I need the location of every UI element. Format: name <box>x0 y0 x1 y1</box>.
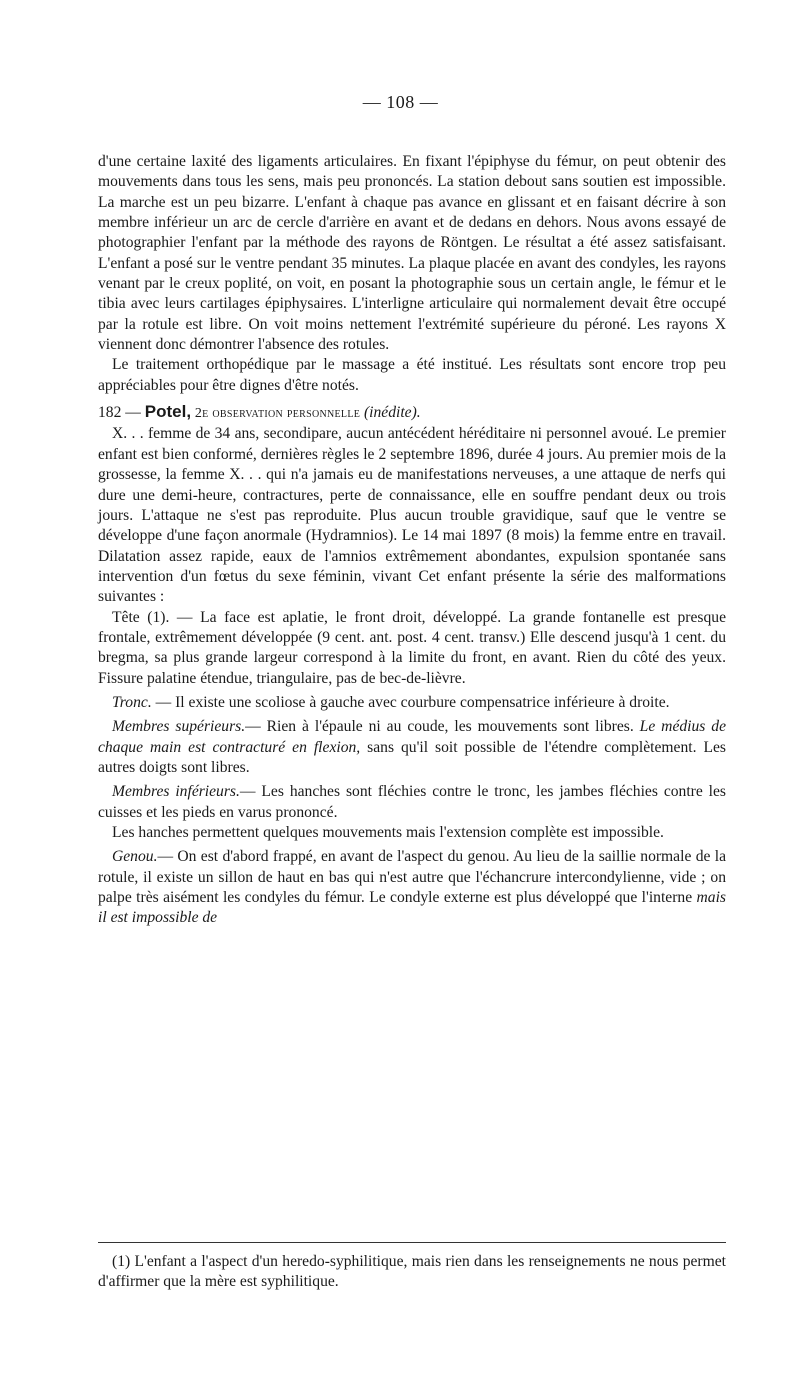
footnote-divider <box>98 1242 726 1243</box>
paragraph-head: Tête (1). — La face est aplatie, le front droit, développé. La grande fontanelle est presque frontale, extrêmement développée (9 cent. ant. post. 4 cent. transv.) Elle descend jusqu'à 1 cent. du bregma, sa plus grande largeur correspond à la limite du front, en avant. Rien du côté des yeux. Fissure palatine étendue, triangulaire, pas de bec-de-lièvre. <box>98 608 726 687</box>
observation-number: 182 — <box>98 404 145 422</box>
observation-unpublished: (inédite). <box>363 404 421 422</box>
page-number: — 108 — <box>362 92 439 112</box>
observation-author: Potel, <box>144 402 192 422</box>
paragraph-knee: Genou.— On est d'abord frappé, en avant de l'aspect du genou. Au lieu de la saillie normale de la rotule, il existe un sillon de haut en bas qui n'est autre que l'échancrure intercondylienne, vide ; on palpe très aisément les condyles du fémur. Le condyle externe est plus développé que l'interne mais il est impossible de <box>98 848 726 927</box>
main-text <box>98 152 726 929</box>
footnote <box>98 1252 726 1292</box>
trunk-label: Tronc. <box>112 693 152 711</box>
observation-heading <box>98 402 726 424</box>
paragraph-case-history: X. . . femme de 34 ans, secondipare, aucun antécédent héréditaire ni personnel avoué. Le premier enfant est bien conformé, dernières règles le 2 septembre 1896, durée 4 jours. Au premier mois de la grossesse, la femme X. . . qui n'a jamais eu de manifestations nerveuses, a une attaque de nerfs qui dure une demi-heure, contractures, perte de connaissance, elle en souffre pendant deux ou trois jours. L'attaque ne s'est pas reproduite. Plus aucun trouble gravidique, sauf que le ventre se développe d'une façon anormale (Hydramnios). Le 14 mai 1897 (8 mois) la femme entre en travail. Dilatation assez rapide, eaux de l'amnios extrêmement abondantes, expulsion spontanée sans intervention d'un fœtus du sexe féminin, vivant Cet enfant présente la série des malformations suivantes : <box>98 425 726 606</box>
paragraph-trunk: Tronc. — Il existe une scoliose à gauche avec courbure compensatrice inférieure à droite. <box>112 693 670 711</box>
paragraph-hips: Les hanches permettent quelques mouvements mais l'extension complète est impossible. <box>112 824 664 841</box>
footnote-text: (1) L'enfant a l'aspect d'un heredo-syphilitique, mais rien dans les renseignements ne nous permet d'affirmer que la mère est syphilitique. <box>98 1253 726 1290</box>
lower-limbs-label: Membres inférieurs. <box>112 783 240 801</box>
paragraph-lower-limbs: Membres inférieurs.— Les hanches sont fléchies contre le tronc, les jambes fléchies contre les cuisses et les pieds en varus prononcé. <box>98 783 727 821</box>
paragraph-continuation: d'une certaine laxité des ligaments articulaires. En fixant l'épiphyse du fémur, on peut obtenir des mouvements dans tous les sens, mais peu prononcés. La station debout sans soutien est impossible. La marche est un peu bizarre. L'enfant à chaque pas avance en glissant et en faisant décrire à son membre inférieur un arc de cercle d'arrière en avant et de dedans en dehors. Nous avons essayé de photographier l'enfant par la méthode des rayons de Röntgen. Le résultat a été assez satisfaisant. L'enfant a posé sur le ventre pendant 35 minutes. La plaque placée en avant des condyles, les rayons venant par le creux poplité, on voit, en posant la photographie sous un certain angle, le fémur et le tibia avec leurs cartilages épiphysaires. L'interligne articulaire qui normalement devait être occupé par la rotule est libre. On voit moins nettement l'extrémité supérieure du péroné. Les rayons X viennent donc démontrer l'absence des rotules. <box>98 153 726 354</box>
paragraph-upper-limbs: Membres supérieurs.— Rien à l'épaule ni au coude, les mouvements sont libres. Le médius de chaque main est contracturé en flexion, sans qu'il soit possible de l'étendre complètement. Les autres doigts sont libres. <box>98 718 726 776</box>
paragraph-treatment: Le traitement orthopédique par le massage a été institué. Les résultats sont encore trop peu appréciables pour être dignes d'être notés. <box>98 356 726 394</box>
observation-type: 2e observation personnelle <box>191 406 364 422</box>
upper-limbs-label: Membres supérieurs. <box>112 718 246 736</box>
knee-label: Genou. <box>112 848 158 866</box>
